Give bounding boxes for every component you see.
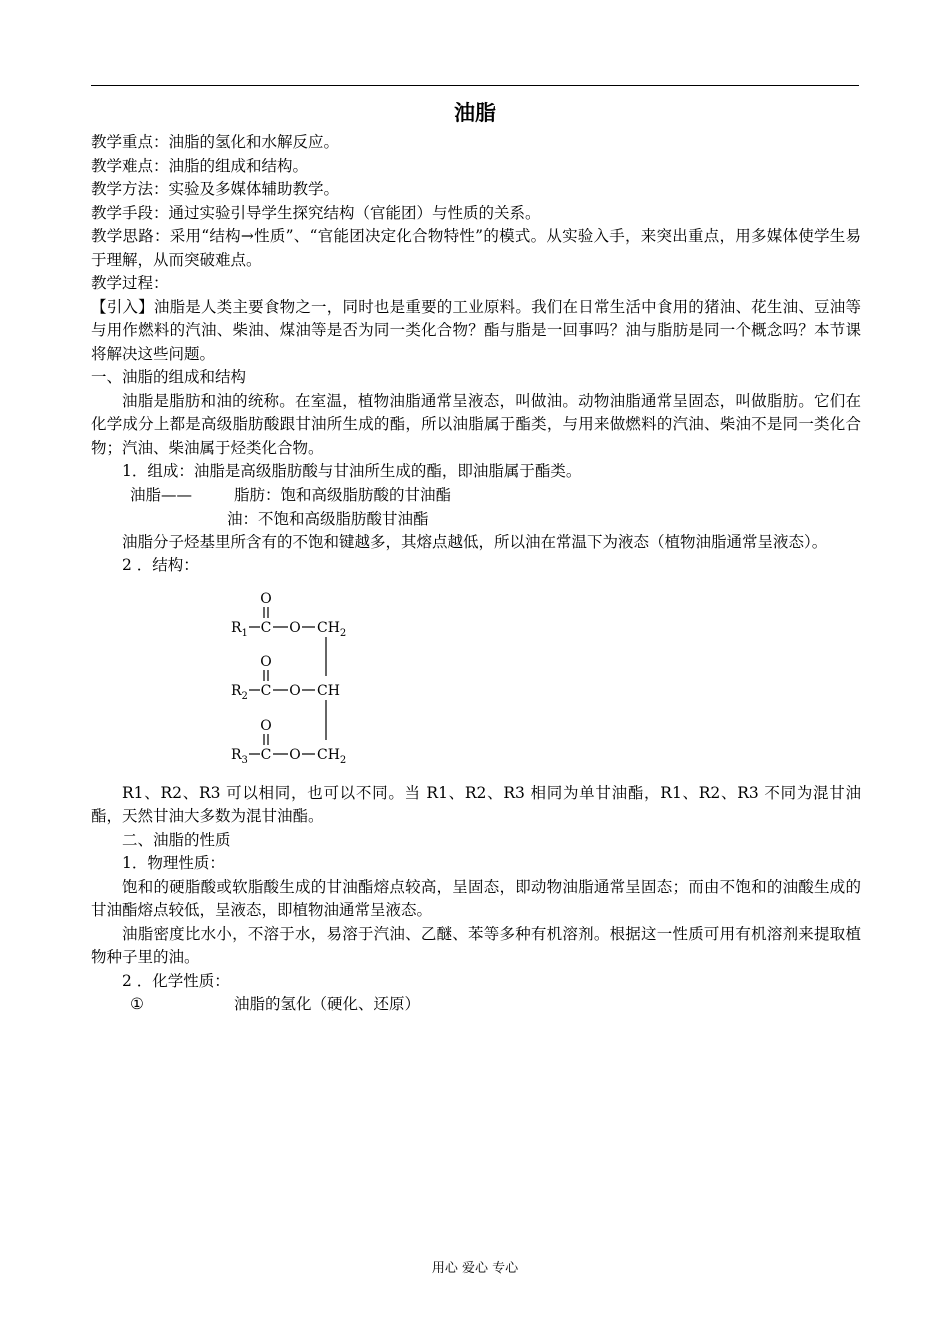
triglyceride-structure-diagram [229,584,359,774]
structure-heading: 2 ．结构： [122,556,199,574]
teaching-difficulty: 教学难点：油脂的组成和结构。 [91,156,309,175]
ch2-group-1: $CH_2$ [317,619,347,639]
physical-properties-heading: 1．物理性质： [122,854,225,872]
carbon-1: C [260,619,272,636]
classification-block [91,484,861,531]
ch2-group-3: $CH_2$ [317,746,347,766]
r-group-2: $R_2$ [231,682,248,702]
chemical-properties-heading: 2 ．化学性质： [122,971,230,990]
section-heading-composition: 一、油脂的组成和结构 [91,368,247,386]
chemical-item-1 [91,993,861,1017]
carbonyl-oxygen-1: O [260,590,272,607]
carbonyl-oxygen-3: O [260,717,272,734]
paragraph-definition: 油脂是脂肪和油的统称。在室温，植物油脂通常呈液态，叫做油。动物油脂通常呈固态，叫做脂肪。它们在化学成分上都是高级脂肪酸跟甘油所生成的酯，所以油脂属于酯类，与用来做燃料的汽油、柴油不是同一类化合物；汽油、柴油属于烃类化合物。 [91,391,861,457]
paragraph-melting-point: 饱和的硬脂酸或软脂酸生成的甘油酯熔点较高，呈固态，即动物油脂通常呈固态；而由不饱和的油酸生成的甘油酯熔点较低，呈液态，即植物油通常呈液态。 [91,877,861,919]
page-footer: 用心 爱心 专心 [431,1261,519,1276]
classification-fat: 脂肪：饱和高级脂肪酸的甘油酯 [234,485,452,504]
ester-oxygen-1: O [289,619,301,636]
structure-row-2 [231,654,340,702]
item-hydrogenation: 油脂的氢化（硬化、还原） [234,995,421,1013]
document-body [91,131,861,1017]
teaching-method: 教学方法：实验及多媒体辅助教学。 [91,180,340,198]
classification-head: 油脂—— [130,485,193,504]
intro-paragraph: 【引入】油脂是人类主要食物之一，同时也是重要的工业原料。我们在日常生活中食用的猪油、花生油、豆油等与用作燃料的汽油、柴油、煤油等是否为同一类化合物？酯与脂是一回事吗？油与脂肪是同一个概念吗？本节课将解决这些问题。 [91,297,861,363]
structure-row-1 [231,591,346,639]
header-rule [91,85,859,86]
ester-oxygen-3: O [289,746,301,763]
r-group-1: $R_1$ [231,619,248,639]
ch-group-2: CH [317,682,340,699]
teaching-means: 教学手段：通过实验引导学生探究结构（官能团）与性质的关系。 [91,203,541,222]
document-title: 油脂 [454,101,496,125]
r-group-3: $R_3$ [231,746,248,766]
teaching-approach: 教学思路：采用“结构→性质”、“官能团决定化合物特性”的模式。从实验入手，来突出重点，用多媒体使学生易于理解，从而突破难点。 [91,227,861,269]
teaching-focus: 教学重点：油脂的氢化和水解反应。 [91,133,340,151]
structure-row-3 [231,718,346,766]
section-heading-properties: 二、油脂的性质 [122,830,231,849]
carbonyl-oxygen-2: O [260,653,272,670]
paragraph-glyceride-types: R1、R2、R3 可以相同，也可以不同。当 R1、R2、R3 相同为单甘油酯，R1、R2、R3 不同为混甘油酯，天然甘油大多数为混甘油酯。 [91,783,861,825]
paragraph-solubility: 油脂密度比水小，不溶于水，易溶于汽油、乙醚、苯等多种有机溶剂。根据这一性质可用有机溶剂来提取植物种子里的油。 [91,924,861,966]
paragraph-unsaturation: 油脂分子烃基里所含有的不饱和键越多，其熔点越低，所以油在常温下为液态（植物油脂通常呈液态）。 [122,532,828,551]
classification-oil: 油：不饱和高级脂肪酸甘油酯 [227,509,429,528]
teaching-process: 教学过程： [91,274,169,292]
composition-item: 1．组成：油脂是高级脂肪酸与甘油所生成的酯，即油脂属于酯类。 [122,462,582,480]
carbon-2: C [260,682,272,699]
ester-oxygen-2: O [289,682,301,699]
item-number-1: ① [130,995,144,1013]
carbon-3: C [260,746,272,763]
